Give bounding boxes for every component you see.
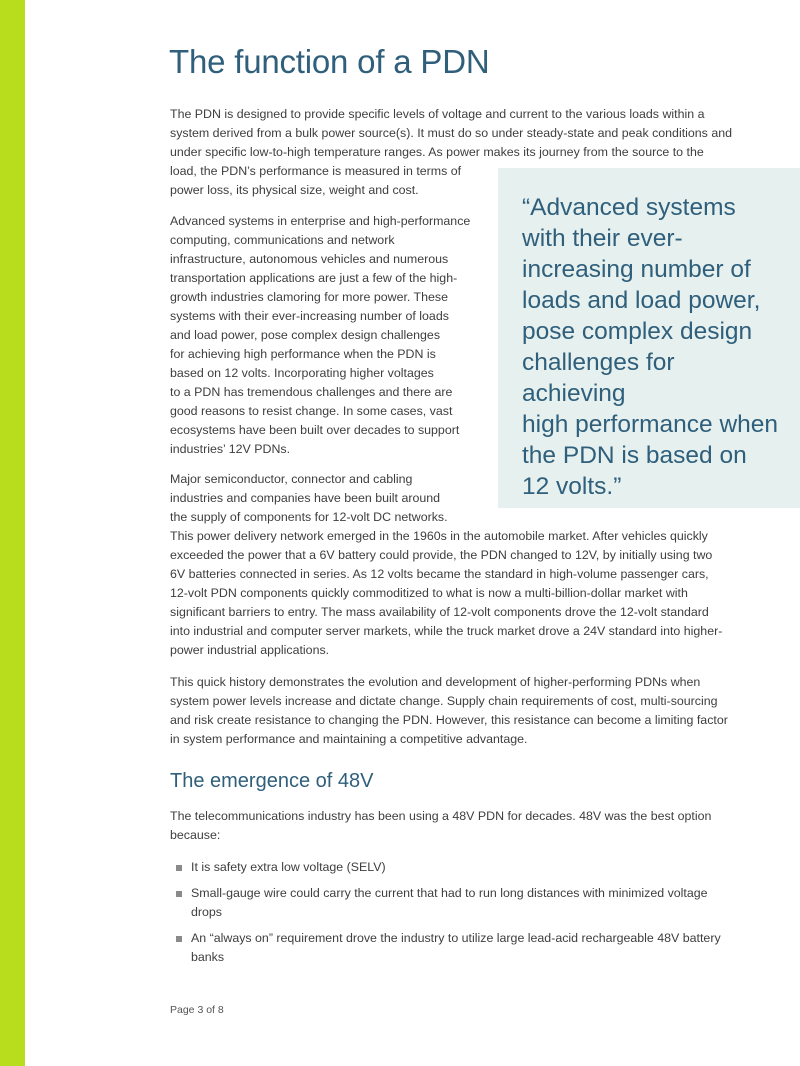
paragraph-line: infrastructure, autonomous vehicles and numerous xyxy=(170,252,449,266)
paragraph-line: 12-volt PDN components quickly commoditized to what is now a multi-billion-dollar market with xyxy=(170,586,688,600)
pull-quote-line: “Advanced systems xyxy=(522,194,736,221)
paragraph-line: to a PDN has tremendous challenges and there are xyxy=(170,385,453,399)
paragraph-quick-history xyxy=(170,673,765,749)
paragraph-line: system power levels increase and dictate change. Supply chain requirements of cost, multi-sourcing xyxy=(170,694,718,708)
pull-quote-line: increasing number of xyxy=(522,256,751,283)
paragraph-line: computing, communications and network xyxy=(170,233,395,247)
pull-quote-line: with their ever- xyxy=(522,225,683,252)
paragraph-line: significant barriers to entry. The mass availability of 12-volt components drove the 12-volt standard xyxy=(170,605,709,619)
bullet-list xyxy=(176,858,766,974)
paragraph-line: The telecommunications industry has been using a 48V PDN for decades. 48V was the best option xyxy=(170,809,712,823)
paragraph-line: in system performance and maintaining a competitive advantage. xyxy=(170,732,528,746)
pull-quote-line: the PDN is based on xyxy=(522,442,747,469)
section-heading-48v: The emergence of 48V xyxy=(170,770,374,792)
paragraph-line: and risk create resistance to changing the PDN. However, this resistance can become a limiting factor xyxy=(170,713,728,727)
pull-quote-line: loads and load power, xyxy=(522,287,761,314)
paragraph-line: ecosystems have been built over decades to support xyxy=(170,423,460,437)
paragraph-line: system derived from a bulk power source(s). It must do so under steady-state and peak conditions and xyxy=(170,126,732,140)
list-item-text: drops xyxy=(191,905,222,919)
paragraph-line: power loss, its physical size, weight and cost. xyxy=(170,183,419,197)
pull-quote-line: challenges for achieving xyxy=(522,349,675,407)
page-title: The function of a PDN xyxy=(169,43,490,80)
paragraph-line: because: xyxy=(170,828,221,842)
accent-bar xyxy=(0,0,25,1066)
paragraph-line: the supply of components for 12-volt DC networks. xyxy=(170,510,448,524)
list-item-text: Small-gauge wire could carry the current that had to run long distances with minimized voltage xyxy=(191,886,708,900)
pull-quote-line: pose complex design xyxy=(522,318,753,345)
list-item-text: An “always on” requirement drove the industry to utilize large lead-acid rechargeable 48V battery xyxy=(191,931,721,945)
paragraph-48v-intro xyxy=(170,807,765,845)
list-item xyxy=(176,929,766,967)
paragraph-advanced-systems xyxy=(170,212,490,459)
list-item xyxy=(176,858,766,877)
paragraph-line: under specific low-to-high temperature ranges. As power makes its journey from the source to the xyxy=(170,145,704,159)
paragraph-line: 6V batteries connected in series. As 12 volts became the standard in high-volume passenger cars, xyxy=(170,567,709,581)
paragraph-line: transportation applications are just a few of the high- xyxy=(170,271,458,285)
paragraph-line: industries and companies have been built around xyxy=(170,491,441,505)
paragraph-line: industries’ 12V PDNs. xyxy=(170,442,291,456)
pull-quote-line: high performance when xyxy=(522,411,779,438)
page-number: Page 3 of 8 xyxy=(170,1004,224,1016)
pull-quote xyxy=(522,192,784,502)
square-bullet-icon xyxy=(176,936,182,942)
paragraph-line: and load power, pose complex design challenges xyxy=(170,328,441,342)
paragraph-line: Major semiconductor, connector and cabling xyxy=(170,472,413,486)
paragraph-line: into industrial and computer server markets, while the truck market drove a 24V standard into higher- xyxy=(170,624,723,638)
paragraph-line: The PDN is designed to provide specific levels of voltage and current to the various loads within a xyxy=(170,107,705,121)
paragraph-line: This quick history demonstrates the evolution and development of higher-performing PDNs when xyxy=(170,675,701,689)
list-item-text: banks xyxy=(191,950,225,964)
paragraph-history xyxy=(170,470,765,660)
paragraph-line: exceeded the power that a 6V battery could provide, the PDN changed to 12V, by initially using two xyxy=(170,548,713,562)
paragraph-line: power industrial applications. xyxy=(170,643,330,657)
paragraph-line: This power delivery network emerged in the 1960s in the automobile market. After vehicles quickly xyxy=(170,529,708,543)
paragraph-line: Advanced systems in enterprise and high-performance xyxy=(170,214,471,228)
pull-quote-line: 12 volts.” xyxy=(522,473,622,500)
list-item xyxy=(176,884,766,922)
paragraph-line: load, the PDN’s performance is measured in terms of xyxy=(170,164,462,178)
list-item-text: It is safety extra low voltage (SELV) xyxy=(191,860,386,874)
pull-quote-box xyxy=(498,168,800,508)
paragraph-line: based on 12 volts. Incorporating higher voltages xyxy=(170,366,434,380)
paragraph-line: systems with their ever-increasing number of loads xyxy=(170,309,449,323)
square-bullet-icon xyxy=(176,865,182,871)
paragraph-line: good reasons to resist change. In some cases, vast xyxy=(170,404,453,418)
square-bullet-icon xyxy=(176,891,182,897)
paragraph-line: growth industries clamoring for more power. These xyxy=(170,290,448,304)
paragraph-line: for achieving high performance when the PDN is xyxy=(170,347,436,361)
